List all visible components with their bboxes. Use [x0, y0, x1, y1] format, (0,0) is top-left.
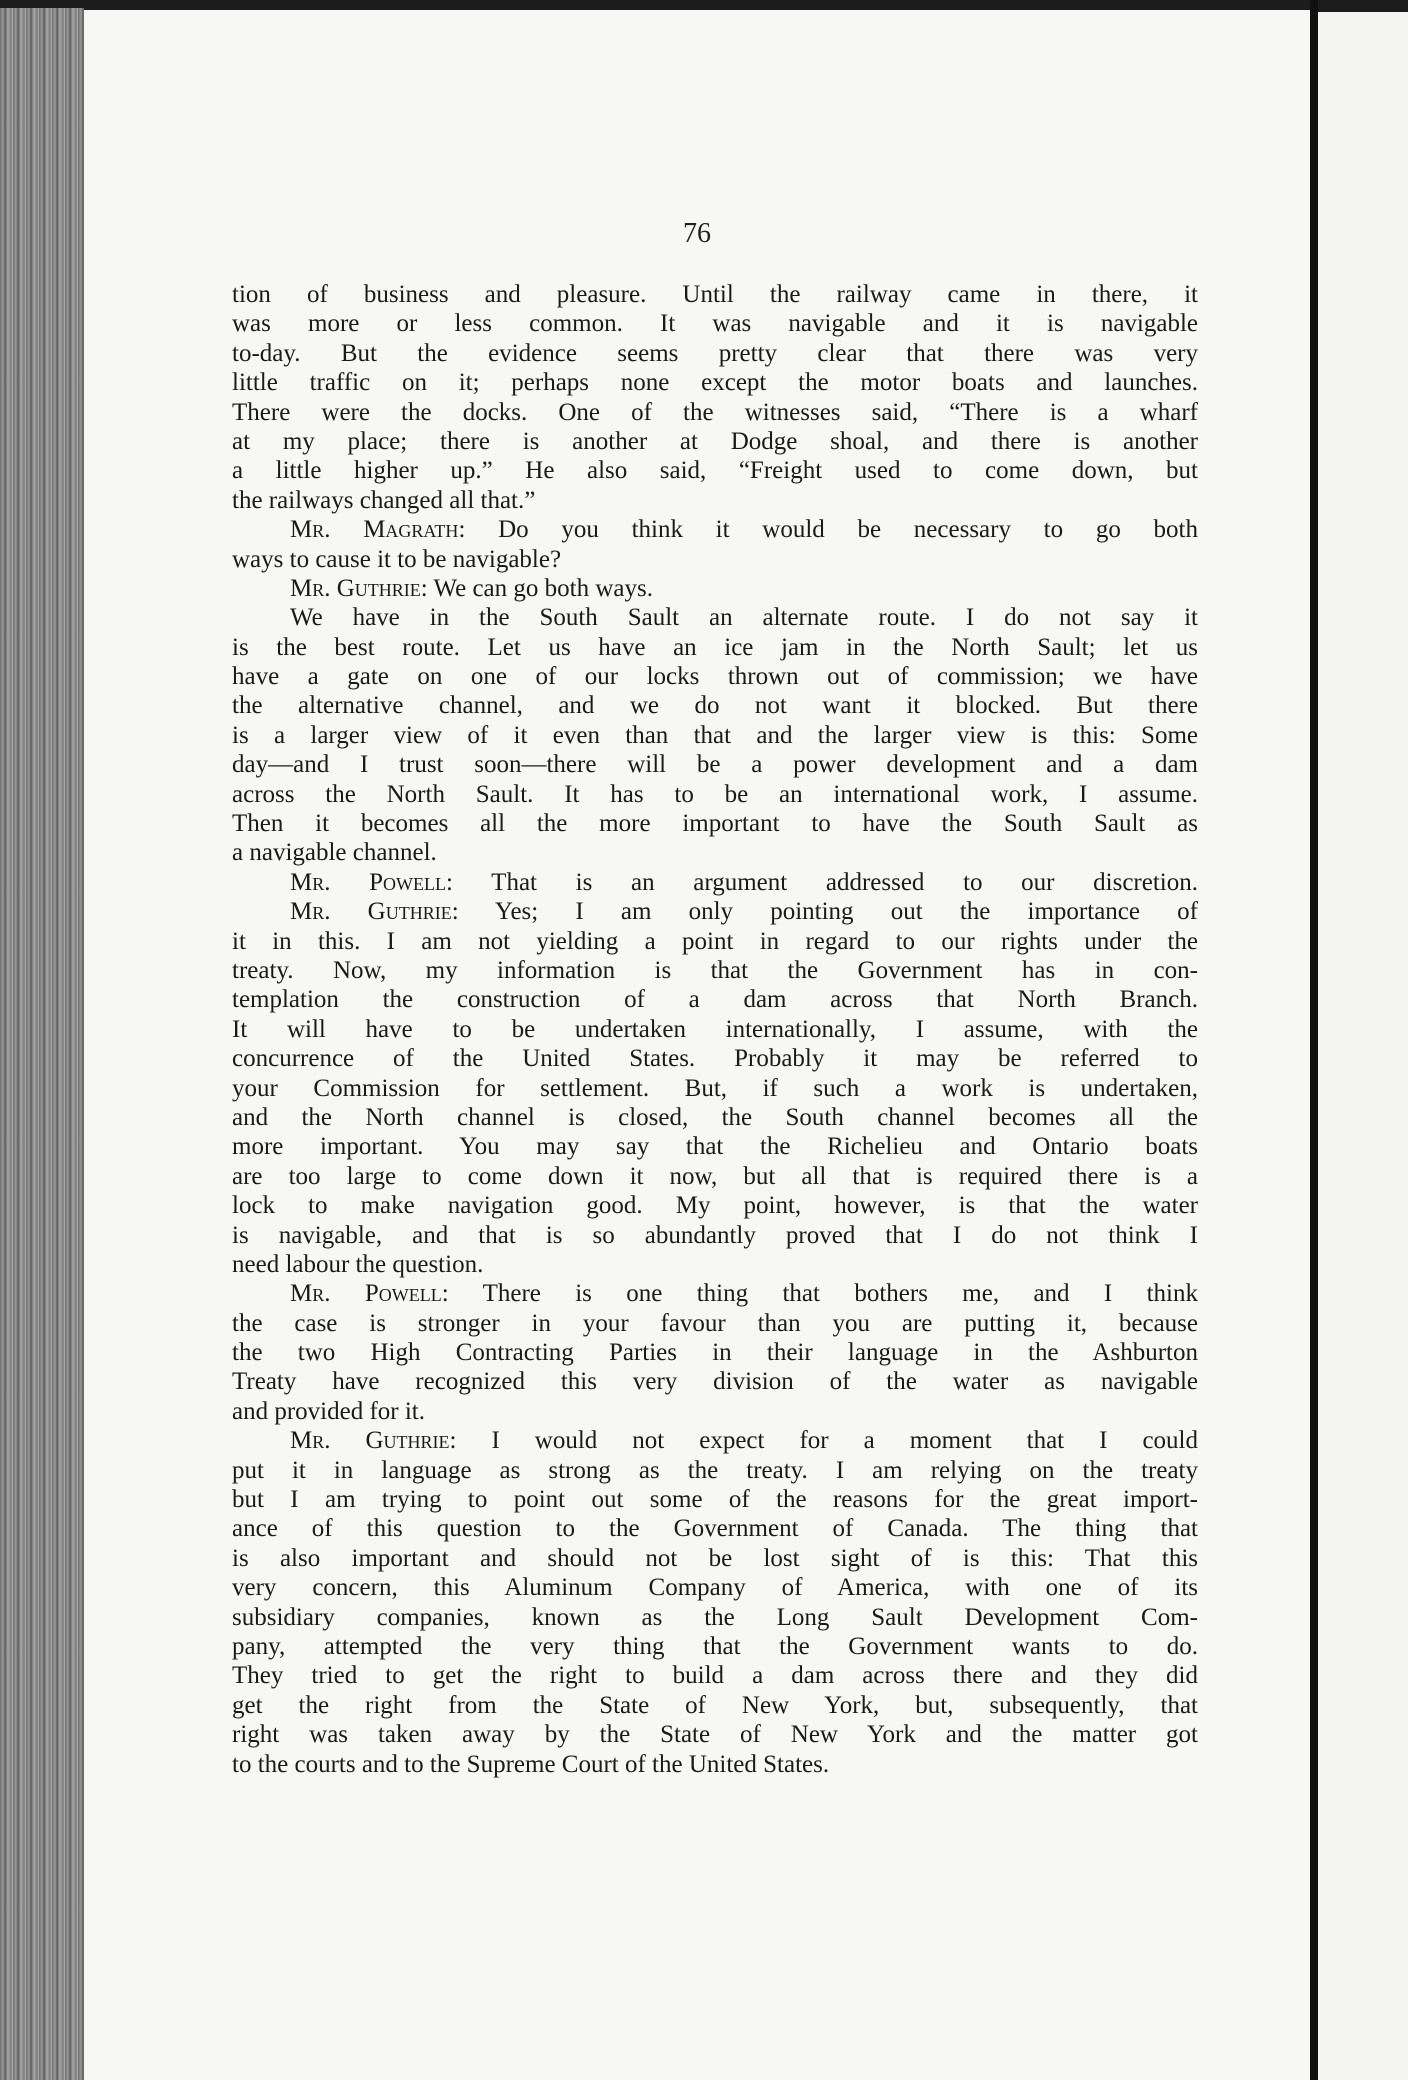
line-text: ance of this question to the Government of Canada. The thing that	[232, 1515, 1198, 1543]
line-text: Then it becomes all the more important to have the South Sault as	[232, 810, 1198, 838]
line-text: to the courts and to the Supreme Court of the United States.	[232, 1750, 830, 1778]
text-line	[232, 1456, 1198, 1485]
line-text: : We can go both ways.	[420, 574, 653, 602]
speaker-name: Mr. Guthrie	[290, 898, 452, 926]
line-text: : That is an argument addressed to our discretion.	[446, 868, 1198, 896]
line-text: is the best route. Let us have an ice jam in the North Sault; let us	[232, 633, 1198, 661]
line-text: pany, attempted the very thing that the Government wants to do.	[232, 1632, 1198, 1660]
text-line	[232, 1074, 1198, 1103]
line-text: They tried to get the right to build a dam across there and they did	[232, 1662, 1198, 1690]
text-line	[232, 486, 1198, 515]
text-line	[232, 1603, 1198, 1632]
text-line	[232, 515, 1198, 544]
line-text: It will have to be undertaken internationally, I assume, with the	[232, 1015, 1198, 1043]
text-line	[232, 456, 1198, 485]
line-text: was more or less common. It was navigable and it is navigable	[232, 310, 1198, 338]
text-line	[232, 1691, 1198, 1720]
text-line	[232, 1191, 1198, 1220]
text-line	[232, 750, 1198, 779]
speaker-name: Mr. Powell	[290, 1280, 442, 1308]
text-line	[232, 1221, 1198, 1250]
text-line	[232, 838, 1198, 867]
line-text: and provided for it.	[232, 1397, 426, 1425]
speaker-name: Mr. Magrath	[290, 516, 459, 544]
text-line	[232, 427, 1198, 456]
line-text: the two High Contracting Parties in their language in the Ashburton	[232, 1339, 1198, 1367]
line-text: treaty. Now, my information is that the Government has in con-	[232, 956, 1198, 984]
text-line	[232, 545, 1198, 574]
line-text: get the right from the State of New York, but, subsequently, that	[232, 1691, 1198, 1719]
text-line	[232, 897, 1198, 926]
line-text: very concern, this Aluminum Company of America, with one of its	[232, 1574, 1198, 1602]
line-text: a little higher up.” He also said, “Freight used to come down, but	[232, 457, 1198, 485]
book-page-edges	[0, 8, 84, 2080]
line-text: day—and I trust soon—there will be a power development and a dam	[232, 751, 1198, 779]
text-line	[232, 1426, 1198, 1455]
line-text: to-day. But the evidence seems pretty clear that there was very	[232, 339, 1198, 367]
text-line	[232, 574, 1198, 603]
text-line	[232, 398, 1198, 427]
text-line	[232, 1750, 1198, 1779]
speaker-name: Mr. Guthrie	[290, 574, 421, 602]
line-text: are too large to come down it now, but all that is required there is a	[232, 1162, 1198, 1190]
text-line	[232, 780, 1198, 809]
text-line	[232, 927, 1198, 956]
line-text: at my place; there is another at Dodge shoal, and there is another	[232, 427, 1198, 455]
line-text: the railways changed all that.”	[232, 486, 536, 514]
text-line	[232, 956, 1198, 985]
text-line	[232, 1397, 1198, 1426]
line-text: is also important and should not be lost sight of is this: That this	[232, 1544, 1198, 1572]
text-line	[232, 603, 1198, 632]
line-text: a navigable channel.	[232, 839, 437, 867]
text-line	[232, 691, 1198, 720]
text-line	[232, 1485, 1198, 1514]
text-line	[232, 1661, 1198, 1690]
text-line	[232, 1720, 1198, 1749]
text-line	[232, 1250, 1198, 1279]
line-text: : Yes; I am only pointing out the importance of	[451, 898, 1198, 926]
page-number: 76	[683, 218, 711, 249]
gutter-shadow	[1310, 0, 1318, 2080]
text-line	[232, 1367, 1198, 1396]
text-line	[232, 1573, 1198, 1602]
text-line	[232, 1309, 1198, 1338]
line-text: is navigable, and that is so abundantly proved that I do not think I	[232, 1221, 1198, 1249]
text-line	[232, 1044, 1198, 1073]
page-body-text	[232, 280, 1198, 1779]
line-text: put it in language as strong as the treaty. I am relying on the treaty	[232, 1456, 1198, 1484]
text-line	[232, 721, 1198, 750]
text-line	[232, 985, 1198, 1014]
text-line	[232, 868, 1198, 897]
line-text: We have in the South Sault an alternate route. I do not say it	[290, 604, 1198, 632]
line-text: little traffic on it; perhaps none except the motor boats and launches.	[232, 369, 1198, 397]
line-text: : Do you think it would be necessary to go both	[458, 516, 1198, 544]
text-line	[232, 309, 1198, 338]
line-text: more important. You may say that the Richelieu and Ontario boats	[232, 1133, 1198, 1161]
speaker-name: Mr. Powell	[290, 868, 447, 896]
text-line	[232, 633, 1198, 662]
line-text: subsidiary companies, known as the Long Sault Development Com-	[232, 1603, 1198, 1631]
text-line	[232, 1338, 1198, 1367]
line-text: There were the docks. One of the witnesses said, “There is a wharf	[232, 398, 1198, 426]
line-text: tion of business and pleasure. Until the railway came in there, it	[232, 281, 1198, 308]
line-text: templation the construction of a dam across that North Branch.	[232, 986, 1198, 1014]
line-text: but I am trying to point out some of the reasons for the great import-	[232, 1486, 1198, 1514]
line-text: your Commission for settlement. But, if such a work is undertaken,	[232, 1074, 1198, 1102]
text-line	[232, 1015, 1198, 1044]
line-text: the case is stronger in your favour than you are putting it, because	[232, 1309, 1198, 1337]
line-text: right was taken away by the State of New York and the matter got	[232, 1721, 1198, 1749]
line-text: ways to cause it to be navigable?	[232, 545, 562, 573]
line-text: have a gate on one of our locks thrown out of commission; we have	[232, 663, 1198, 691]
speaker-name: Mr. Guthrie	[290, 1427, 450, 1455]
text-line	[232, 809, 1198, 838]
line-text: is a larger view of it even than that and the larger view is this: Some	[232, 721, 1198, 749]
line-text: it in this. I am not yielding a point in regard to our rights under the	[232, 927, 1198, 955]
text-line	[232, 1632, 1198, 1661]
text-line	[232, 662, 1198, 691]
adjacent-page	[1318, 12, 1408, 2080]
line-text: concurrence of the United States. Probably it may be referred to	[232, 1045, 1198, 1073]
line-text: the alternative channel, and we do not want it blocked. But there	[232, 692, 1198, 720]
line-text: and the North channel is closed, the South channel becomes all the	[232, 1103, 1198, 1131]
text-line	[232, 1544, 1198, 1573]
text-line	[232, 1103, 1198, 1132]
line-text: lock to make navigation good. My point, however, is that the water	[232, 1192, 1198, 1220]
text-line	[232, 1514, 1198, 1543]
text-line	[232, 280, 1198, 309]
text-line	[232, 1162, 1198, 1191]
line-text: : I would not expect for a moment that I could	[449, 1427, 1198, 1455]
text-line	[232, 1132, 1198, 1161]
line-text: need labour the question.	[232, 1250, 484, 1278]
text-line	[232, 368, 1198, 397]
line-text: : There is one thing that bothers me, and I think	[441, 1280, 1198, 1308]
line-text: across the North Sault. It has to be an international work, I assume.	[232, 780, 1198, 808]
text-line	[232, 1279, 1198, 1308]
line-text: Treaty have recognized this very division of the water as navigable	[232, 1368, 1198, 1396]
text-line	[232, 339, 1198, 368]
